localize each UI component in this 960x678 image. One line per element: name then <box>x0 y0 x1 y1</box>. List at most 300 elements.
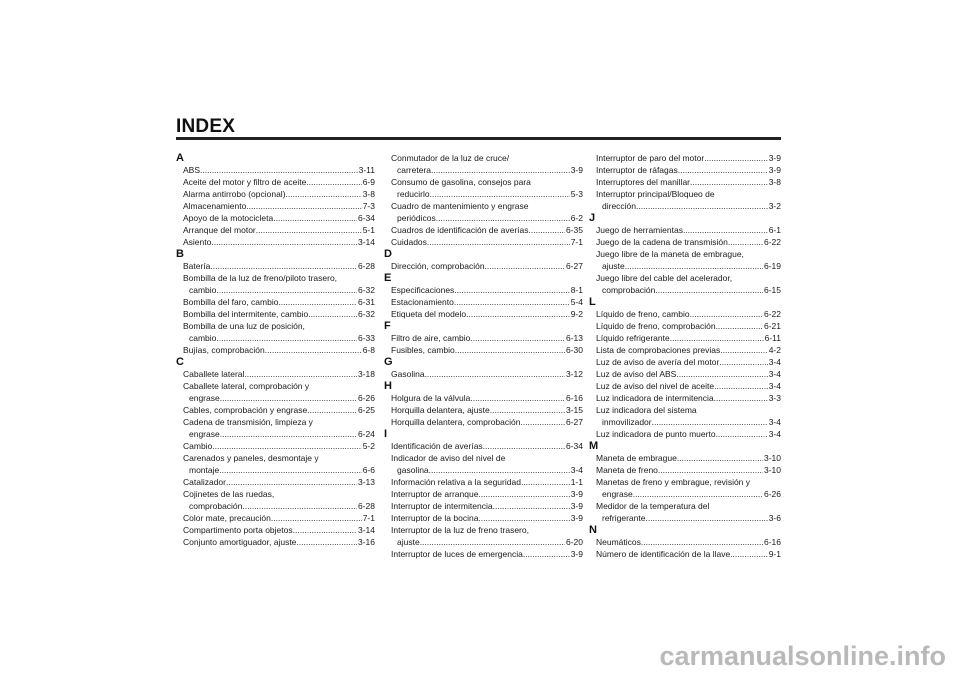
page-reference: 3-6 <box>768 513 781 523</box>
dot-leader <box>670 332 764 344</box>
entry-text: Fusibles, cambio <box>391 345 455 355</box>
entry-text: Luz indicadora de punto muerto <box>596 429 716 439</box>
entry-line <box>183 188 375 200</box>
page-reference: 3-9 <box>570 549 583 559</box>
index-entry <box>183 224 375 236</box>
dot-leader <box>655 284 763 296</box>
entry-line <box>183 296 375 308</box>
page-reference: 3-8 <box>768 177 781 187</box>
page-reference: 6-32 <box>357 285 375 295</box>
dot-leader <box>641 536 763 548</box>
entry-line <box>391 404 583 416</box>
entry-text: Líquido de freno, cambio <box>596 309 690 319</box>
index-entry <box>596 464 781 476</box>
index-section <box>384 380 583 428</box>
entry-line <box>391 344 583 356</box>
dot-leader <box>719 356 767 368</box>
index-entry <box>391 524 583 548</box>
entry-text: Cuadro de mantenimiento y engrase <box>391 201 529 211</box>
entry-line <box>596 428 781 440</box>
page-reference: 6-15 <box>763 285 781 295</box>
page-reference: 3-14 <box>357 525 375 535</box>
page-reference: 6-6 <box>362 465 375 475</box>
page-reference: 3-4 <box>768 417 781 427</box>
page-reference: 6-35 <box>565 225 583 235</box>
entry-line <box>183 272 375 284</box>
entry-text: Lista de comprobaciones previas <box>596 345 721 355</box>
entry-text: Indicador de aviso del nivel de <box>391 453 506 463</box>
dot-leader <box>430 188 570 200</box>
entry-line <box>183 260 375 272</box>
dot-leader <box>645 512 767 524</box>
section-letter: C <box>176 356 184 368</box>
entry-line <box>391 536 583 548</box>
entry-line <box>596 488 781 500</box>
entry-line <box>391 212 583 224</box>
dot-leader <box>306 176 361 188</box>
dot-leader <box>226 476 357 488</box>
entry-text: Juego de la cadena de transmisión <box>596 237 728 247</box>
page-reference: 3-14 <box>357 237 375 247</box>
index-entry <box>183 164 375 176</box>
entry-line <box>596 380 781 392</box>
entry-text: montaje <box>189 465 220 475</box>
dot-leader <box>677 452 763 464</box>
entry-text: Bombilla de una luz de posición, <box>183 321 305 331</box>
entry-line <box>596 308 781 320</box>
entry-text: Juego libre del cable del acelerador, <box>596 273 733 283</box>
page-reference: 6-16 <box>763 537 781 547</box>
page-reference: 3-9 <box>570 513 583 523</box>
entry-text: Interruptor de luces de emergencia <box>391 549 523 559</box>
entry-text: Caballete lateral <box>183 369 245 379</box>
entry-text: inmovilizador <box>602 417 652 427</box>
index-entry <box>391 284 583 296</box>
section-letter: H <box>384 380 392 392</box>
entry-line <box>391 476 583 488</box>
entry-text: gasolina <box>397 465 429 475</box>
entry-text: engrase <box>602 489 633 499</box>
index-entry <box>391 488 583 500</box>
entry-line <box>183 512 375 524</box>
entry-line <box>596 200 781 212</box>
entry-text: Bujías, comprobación <box>183 345 265 355</box>
dot-leader <box>293 524 357 536</box>
index-entry <box>596 356 781 368</box>
dot-leader <box>690 176 768 188</box>
index-entry <box>391 332 583 344</box>
page-reference: 6-1 <box>768 225 781 235</box>
section-letter: D <box>384 248 392 260</box>
entry-text: Conjunto amortiguador, ajuste <box>183 537 297 547</box>
section-letter: B <box>176 248 184 260</box>
entry-line <box>596 512 781 524</box>
dot-leader <box>273 212 357 224</box>
entry-text: Manetas de freno y embrague, revisión y <box>596 477 751 487</box>
dot-leader <box>265 344 362 356</box>
index-entry <box>596 404 781 428</box>
index-column-1 <box>176 152 375 548</box>
entry-text: Neumáticos <box>596 537 641 547</box>
entry-text: Información relativa a la seguridad <box>391 477 521 487</box>
entry-text: Número de identificación de la llave <box>596 549 731 559</box>
entry-line <box>391 164 583 176</box>
dot-leader <box>636 200 768 212</box>
dot-leader <box>716 320 763 332</box>
entry-line <box>183 440 375 452</box>
dot-leader <box>216 332 357 344</box>
index-entry <box>183 272 375 296</box>
page-title: INDEX <box>176 116 236 137</box>
entry-text: comprobación <box>602 285 656 295</box>
dot-leader <box>470 392 565 404</box>
section-letter: E <box>384 272 392 284</box>
entry-line <box>183 416 375 428</box>
index-entry <box>183 416 375 440</box>
entry-line <box>183 320 375 332</box>
page-reference: 6-24 <box>357 429 375 439</box>
index-entry <box>596 272 781 296</box>
watermark: carmanualsonline.info <box>659 641 946 671</box>
entry-line <box>596 464 781 476</box>
entry-text: Luz indicadora de intermitencia <box>596 393 714 403</box>
entry-text: Alarma antirrobo (opcional) <box>183 189 286 199</box>
entry-text: Caballete lateral, comprobación y <box>183 381 310 391</box>
index-entry <box>183 476 375 488</box>
entry-text: Gasolina <box>391 369 425 379</box>
entry-line <box>183 212 375 224</box>
index-entry <box>596 308 781 320</box>
index-section <box>384 320 583 356</box>
section-letter: L <box>589 296 596 308</box>
page-reference: 6-22 <box>763 237 781 247</box>
index-column-3 <box>589 152 781 560</box>
dot-leader <box>523 548 570 560</box>
index-entry <box>391 440 583 452</box>
index-section <box>589 440 781 524</box>
entry-text: Cambio <box>183 441 213 451</box>
page-reference: 3-11 <box>358 165 375 175</box>
page-reference: 3-4 <box>768 369 781 379</box>
page-reference: 6-25 <box>357 405 375 415</box>
entry-line <box>391 284 583 296</box>
dot-leader <box>716 428 768 440</box>
entry-text: Especificaciones <box>391 285 455 295</box>
title-rule <box>176 137 781 140</box>
dot-leader <box>296 536 357 548</box>
entry-text: Consumo de gasolina, consejos para <box>391 177 531 187</box>
dot-leader <box>652 416 768 428</box>
entry-line <box>596 548 781 560</box>
entry-line <box>183 428 375 440</box>
page-reference: 5-1 <box>362 225 375 235</box>
index-entry <box>391 176 583 200</box>
entry-line <box>596 152 781 164</box>
entry-line <box>391 236 583 248</box>
index-entry <box>596 380 781 392</box>
page-reference: 3-16 <box>357 537 375 547</box>
index-entry <box>596 320 781 332</box>
index-entry <box>596 236 781 248</box>
entry-line <box>391 368 583 380</box>
entry-line <box>183 284 375 296</box>
entry-text: Compartimento porta objetos <box>183 525 293 535</box>
entry-line <box>183 224 375 236</box>
section-letter: A <box>176 152 184 164</box>
dot-leader <box>478 512 569 524</box>
dot-leader <box>714 380 768 392</box>
dot-leader <box>466 308 570 320</box>
page-reference: 6-26 <box>763 489 781 499</box>
index-entry <box>183 380 375 404</box>
dot-leader <box>200 164 358 176</box>
entry-text: Dirección, comprobación <box>391 261 485 271</box>
dot-leader <box>658 464 763 476</box>
entry-text: Almacenamiento <box>183 201 247 211</box>
entry-text: Filtro de aire, cambio <box>391 333 471 343</box>
entry-text: ABS <box>183 165 201 175</box>
entry-line <box>596 188 781 200</box>
entry-text: ajuste <box>602 261 625 271</box>
entry-line <box>596 404 781 416</box>
page-reference: 6-31 <box>357 297 375 307</box>
index-entry <box>391 404 583 416</box>
section-letter: N <box>589 524 597 536</box>
entry-line <box>391 260 583 272</box>
page-reference: 3-10 <box>763 453 781 463</box>
dot-leader <box>683 224 768 236</box>
dot-leader <box>220 392 357 404</box>
entry-line <box>596 452 781 464</box>
page-reference: 6-13 <box>565 333 583 343</box>
index-entry <box>391 236 583 248</box>
page-reference: 5-3 <box>570 189 583 199</box>
index-entry <box>596 536 781 548</box>
dot-leader <box>211 236 357 248</box>
entry-text: Cuadros de identificación de averías <box>391 225 529 235</box>
entry-text: engrase <box>189 429 220 439</box>
index-entry <box>183 200 375 212</box>
page-reference: 6-34 <box>357 213 375 223</box>
page-reference: 7-1 <box>362 513 375 523</box>
index-entry <box>183 296 375 308</box>
entry-line <box>391 392 583 404</box>
entry-line <box>596 416 781 428</box>
entry-line <box>183 536 375 548</box>
entry-line <box>596 272 781 284</box>
section-letter: F <box>384 320 391 332</box>
entry-text: engrase <box>189 393 220 403</box>
entry-text: Arranque del motor <box>183 225 256 235</box>
entry-text: cambio <box>189 285 217 295</box>
entry-line <box>596 320 781 332</box>
entry-text: Apoyo de la motocicleta <box>183 213 274 223</box>
entry-text: Holgura de la válvula <box>391 393 471 403</box>
page-reference: 3-2 <box>768 201 781 211</box>
index-entry <box>596 368 781 380</box>
page-reference: 3-12 <box>565 369 583 379</box>
page-reference: 3-9 <box>768 165 781 175</box>
entry-text: dirección <box>602 201 637 211</box>
page-reference: 9-1 <box>768 549 781 559</box>
page-reference: 6-27 <box>565 261 583 271</box>
dot-leader <box>429 464 570 476</box>
index-entry <box>183 488 375 512</box>
index-section <box>589 152 781 212</box>
entry-text: Juego de herramientas <box>596 225 683 235</box>
entry-text: Luz indicadora del sistema <box>596 405 697 415</box>
entry-text: Color mate, precaución <box>183 513 271 523</box>
index-section <box>589 296 781 440</box>
dot-leader <box>307 404 357 416</box>
index-entry <box>183 440 375 452</box>
entry-line <box>183 344 375 356</box>
index-entry <box>183 368 375 380</box>
index-entry <box>391 476 583 488</box>
dot-leader <box>242 500 357 512</box>
entry-line <box>596 224 781 236</box>
index-section <box>384 356 583 380</box>
page-reference: 3-8 <box>362 189 375 199</box>
entry-text: Identificación de averías <box>391 441 483 451</box>
entry-line <box>183 500 375 512</box>
entry-line <box>596 284 781 296</box>
dot-leader <box>436 212 570 224</box>
page-reference: 6-32 <box>357 309 375 319</box>
page-reference: 5-2 <box>362 441 375 451</box>
index-entry <box>391 200 583 224</box>
entry-text: Interruptor de la luz de freno trasero, <box>391 525 529 535</box>
index-entry <box>596 152 781 164</box>
page-reference: 3-4 <box>768 381 781 391</box>
index-entry <box>391 152 583 176</box>
index-entry <box>183 524 375 536</box>
index-entry <box>391 368 583 380</box>
entry-line <box>183 464 375 476</box>
entry-line <box>596 236 781 248</box>
entry-line <box>391 332 583 344</box>
dot-leader <box>427 236 570 248</box>
page-reference: 6-19 <box>763 261 781 271</box>
entry-text: comprobación <box>189 501 243 511</box>
index-entry <box>596 176 781 188</box>
index-column-2 <box>384 152 583 560</box>
entry-text: Batería <box>183 261 211 271</box>
entry-text: Interruptor de paro del motor <box>596 153 705 163</box>
entry-text: carretera <box>397 165 432 175</box>
page-reference: 3-9 <box>570 501 583 511</box>
page-reference: 3-15 <box>565 405 583 415</box>
entry-line <box>391 296 583 308</box>
dot-leader <box>286 188 362 200</box>
index-section <box>384 152 583 248</box>
index-section <box>176 356 375 548</box>
entry-line <box>183 368 375 380</box>
entry-line <box>183 524 375 536</box>
entry-text: Conmutador de la luz de cruce/ <box>391 153 510 163</box>
entry-line <box>391 152 583 164</box>
page-reference: 9-2 <box>570 309 583 319</box>
index-section <box>384 272 583 320</box>
page-reference: 3-9 <box>768 153 781 163</box>
dot-leader <box>720 344 767 356</box>
entry-text: Maneta de embrague <box>596 453 677 463</box>
dot-leader <box>520 416 565 428</box>
dot-leader <box>493 500 570 512</box>
index-entry <box>183 212 375 224</box>
index-entry <box>183 308 375 320</box>
page-reference: 3-4 <box>768 429 781 439</box>
dot-leader <box>212 440 361 452</box>
entry-line <box>183 176 375 188</box>
entry-text: refrigerante <box>602 513 646 523</box>
entry-line <box>391 524 583 536</box>
index-entry <box>391 344 583 356</box>
dot-leader <box>676 368 767 380</box>
index-entry <box>391 392 583 404</box>
entry-text: Líquido refrigerante <box>596 333 670 343</box>
page-reference: 5-4 <box>570 297 583 307</box>
entry-text: Catalizador <box>183 477 226 487</box>
dot-leader <box>455 344 565 356</box>
entry-line <box>183 392 375 404</box>
page-reference: 6-27 <box>565 417 583 427</box>
dot-leader <box>485 260 565 272</box>
entry-line <box>391 548 583 560</box>
entry-text: Interruptores del manillar <box>596 177 691 187</box>
dot-leader <box>678 164 768 176</box>
entry-text: Bombilla de la luz de freno/piloto trasero, <box>183 273 338 283</box>
dot-leader <box>210 260 357 272</box>
index-entry <box>596 224 781 236</box>
page-reference: 7-3 <box>362 201 375 211</box>
index-entry <box>391 308 583 320</box>
dot-leader <box>633 488 763 500</box>
index-entry <box>596 344 781 356</box>
page-reference: 6-33 <box>357 333 375 343</box>
index-entry <box>391 512 583 524</box>
entry-line <box>391 176 583 188</box>
entry-line <box>596 368 781 380</box>
index-entry <box>596 428 781 440</box>
index-entry <box>596 164 781 176</box>
page-reference: 3-10 <box>763 465 781 475</box>
dot-leader <box>728 236 763 248</box>
entry-text: Horquilla delantera, ajuste <box>391 405 490 415</box>
entry-text: periódicos <box>397 213 436 223</box>
dot-leader <box>431 164 570 176</box>
entry-line <box>596 344 781 356</box>
entry-line <box>391 308 583 320</box>
section-letter: J <box>589 212 596 224</box>
entry-text: Cadena de transmisión, limpieza y <box>183 417 313 427</box>
index-entry <box>391 224 583 236</box>
entry-line <box>183 476 375 488</box>
entry-text: Interruptor principal/Bloqueo de <box>596 189 715 199</box>
entry-line <box>183 332 375 344</box>
index-entry <box>183 176 375 188</box>
entry-text: Aceite del motor y filtro de aceite <box>183 177 307 187</box>
dot-leader <box>454 284 569 296</box>
dot-leader <box>454 296 570 308</box>
index-entry <box>183 452 375 476</box>
entry-line <box>183 200 375 212</box>
dot-leader <box>246 200 361 212</box>
index-section <box>589 212 781 296</box>
index-section <box>176 248 375 356</box>
entry-line <box>391 440 583 452</box>
index-entry <box>596 332 781 344</box>
